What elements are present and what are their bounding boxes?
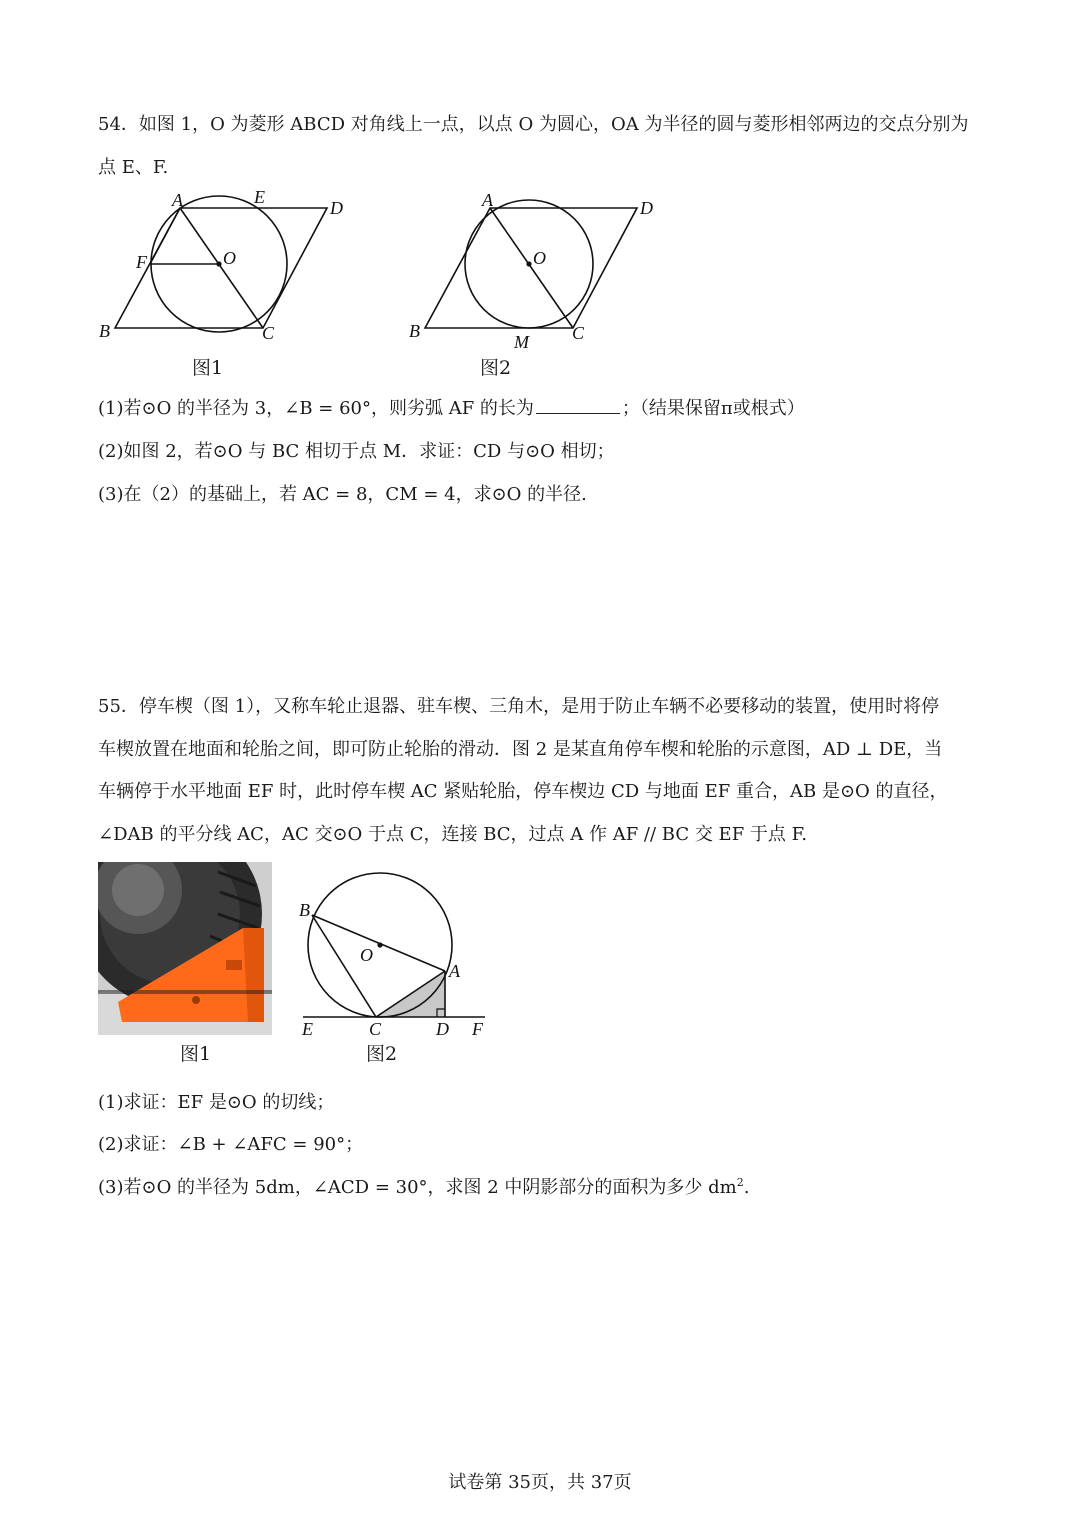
label-a: A bbox=[482, 190, 493, 210]
label-b: B bbox=[99, 321, 110, 341]
label-b: B bbox=[299, 900, 310, 920]
q54-part-1-text: (1)若⊙O 的半径为 3，∠B = 60°，则劣弧 AF 的长为 bbox=[98, 398, 534, 419]
q55-part-1: (1)求证：EF 是⊙O 的切线； bbox=[98, 1092, 335, 1113]
label-f: F bbox=[472, 1019, 483, 1039]
center-dot bbox=[377, 942, 382, 947]
answer-blank bbox=[536, 399, 620, 414]
label-a: A bbox=[449, 961, 460, 981]
q55-figure-1-photo bbox=[98, 862, 272, 1035]
center-dot bbox=[216, 261, 221, 266]
q55-figure-2 bbox=[295, 860, 495, 1040]
q55-part-2: (2)求证：∠B + ∠AFC = 90°； bbox=[98, 1134, 364, 1155]
q54-figure-2 bbox=[405, 185, 675, 355]
label-o: O bbox=[360, 945, 373, 965]
q54-part-1-note: ；（结果保留π或根式） bbox=[621, 398, 805, 419]
q55-line-1: 55．停车楔（图 1），又称车轮止退器、驻车楔、三角木，是用于防止车辆不必要移动的装置，使用时将停 bbox=[98, 696, 940, 717]
label-o: O bbox=[223, 248, 236, 268]
label-b: B bbox=[409, 321, 420, 341]
label-e: E bbox=[254, 187, 265, 207]
label-o: O bbox=[533, 248, 546, 268]
q54-line-1: 54．如图 1，O 为菱形 ABCD 对角线上一点，以点 O 为圆心，OA 为半径的圆与菱形相邻两边的交点分别为 bbox=[98, 114, 969, 135]
q55-line-3: 车辆停于水平地面 EF 时，此时停车楔 AC 紧贴轮胎，停车楔边 CD 与地面 EF 重合，AB 是⊙O 的直径， bbox=[98, 781, 948, 802]
label-d: D bbox=[436, 1019, 449, 1039]
q54-part-2: (2)如图 2，若⊙O 与 BC 相切于点 M．求证：CD 与⊙O 相切； bbox=[98, 441, 615, 462]
label-m: M bbox=[514, 332, 529, 352]
label-c: C bbox=[572, 323, 585, 343]
label-c: C bbox=[369, 1019, 382, 1039]
q55-line-4: ∠DAB 的平分线 AC，AC 交⊙O 于点 C，连接 BC，过点 A 作 AF // BC 交 EF 于点 F. bbox=[98, 824, 808, 845]
q54-part-3: (3)在（2）的基础上，若 AC = 8，CM = 4，求⊙O 的半径. bbox=[98, 484, 587, 505]
label-e: E bbox=[302, 1019, 313, 1039]
label-d: D bbox=[330, 198, 343, 218]
segment-fa bbox=[150, 208, 180, 264]
label-c: C bbox=[262, 323, 275, 343]
q54-line-2: 点 E、F. bbox=[98, 157, 169, 178]
label-d: D bbox=[640, 198, 653, 218]
page-footer: 试卷第 35页，共 37页 bbox=[448, 1472, 632, 1493]
q54-part-1 bbox=[98, 394, 805, 420]
label-a: A bbox=[172, 190, 183, 210]
diagonal-ac bbox=[490, 208, 573, 328]
diagonal-ac bbox=[180, 208, 263, 328]
q55-part-3-text: (3)若⊙O 的半径为 5dm，∠ACD = 30°，求图 2 中阴影部分的面积为多少 dm bbox=[98, 1177, 737, 1198]
q55-part-3-end: . bbox=[743, 1177, 750, 1198]
q55-figure-2-caption: 图2 bbox=[366, 1043, 398, 1065]
q54-figure-2-caption: 图2 bbox=[480, 357, 512, 379]
q54-figure-1-caption: 图1 bbox=[192, 357, 224, 379]
q55-figure-1-caption: 图1 bbox=[180, 1043, 212, 1065]
q55-line-2: 车楔放置在地面和轮胎之间，即可防止轮胎的滑动．图 2 是某直角停车楔和轮胎的示意图，AD ⊥ DE，当 bbox=[98, 739, 943, 760]
q55-part-3-superscript: 2 bbox=[736, 1176, 744, 1189]
center-dot bbox=[526, 261, 531, 266]
label-f: F bbox=[136, 252, 147, 272]
q55-part-3 bbox=[98, 1173, 749, 1199]
segment-bc bbox=[312, 915, 376, 1017]
q54-figure-1 bbox=[95, 185, 365, 345]
